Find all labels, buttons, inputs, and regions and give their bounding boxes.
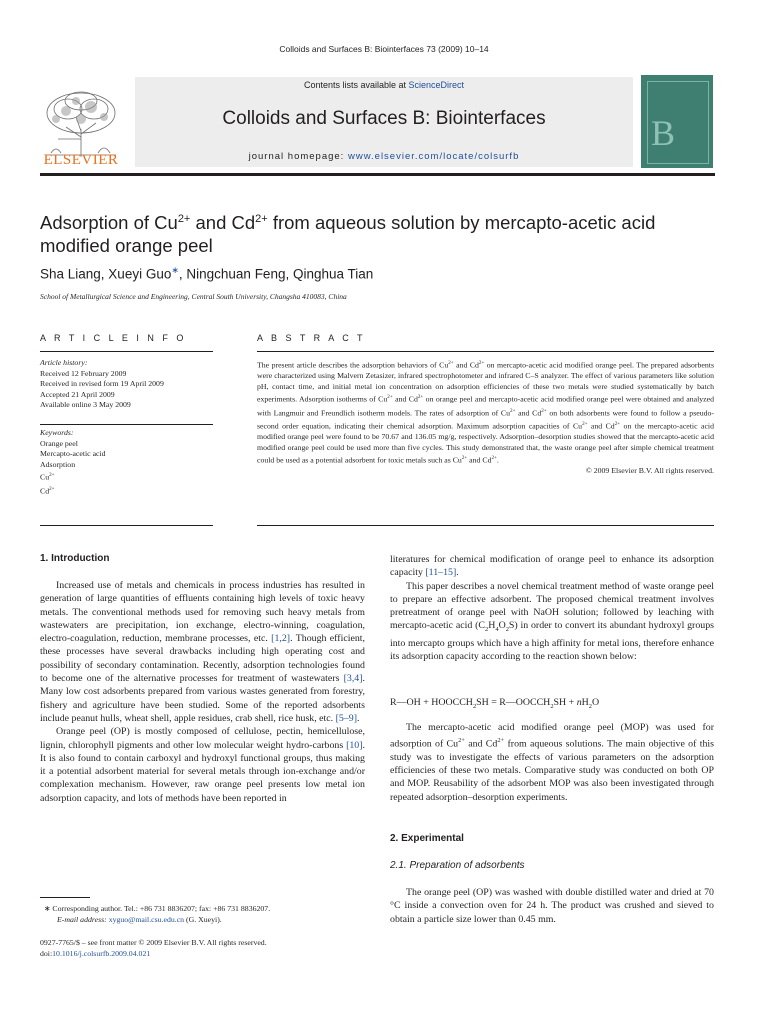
mop-paragraph-block [390,721,714,804]
reaction-equation: R—OH + $HOOCCH_2SH$ = $R—OOCCH_2SH + nH_2O$ [390,697,600,710]
history-item: Accepted 21 April 2009 [40,389,115,399]
paragraph: This paper describes a novel chemical treatment method of waste orange peel to prepare an effective adsorbent. The proposed chemical treatment involves pretreatment of orange peel with NaOH solution; followed by leaching with mercapto-acetic acid $(C_2H_4O_2S)$ in order to convert its abundant hydroxyl groups into mercapto groups which have a high affinity for metal ions, therefore enhance its adsorption capacity according to the reaction shown below: [390,580,715,663]
running-head: Colloids and Surfaces B: Biointerfaces 73 (2009) 10–14 [279,44,489,54]
article-history [40,358,210,411]
contents-prefix: Contents lists available at [303,80,409,90]
keyword: $Cu^{2+}$ [40,472,55,482]
history-label: Article history: [40,358,88,367]
keyword: $Cd^{2+}$ [40,485,55,496]
keywords-label: Keywords: [40,428,74,437]
left-column [40,579,365,805]
citation-link[interactable]: [11–15] [425,567,457,579]
issn-block [40,938,267,959]
doi-line: doi:10.1016/j.colsurfb.2009.04.021 [40,948,151,958]
sciencedirect-link[interactable]: ScienceDirect [408,80,465,90]
paragraph: literatures for chemical modification of orange peel to enhance its adsorption capacity [11–15]. [390,554,714,579]
copyright: © 2009 Elsevier B.V. All rights reserved. [585,466,714,476]
history-divider [40,424,213,425]
right-column [390,553,714,663]
keyword: Mercapto-acetic acid [40,449,106,459]
journal-title: Colloids and Surfaces B: Biointerfaces [222,108,546,129]
article-info-heading: A R T I C L E I N F O [40,333,187,343]
homepage-line [135,151,633,162]
author-list: Sha Liang, Xueyi Guo∗, Ningchuan Feng, Qinghua Tian [40,265,374,282]
keyword: Adsorption [40,459,76,469]
citation-link[interactable]: [3,4] [343,673,363,685]
article-title: Adsorption of $Cu^{2+}$ and $Cd^{2+}$ from aqueous solution by mercapto-acetic acid modified orange peel [40,212,656,257]
citation-link[interactable]: [10] [346,739,363,751]
abstract-text: The present article describes the adsorption behaviors of $Cu^{2+}$ and $Cd^{2+}$ on mercapto-acetic acid modified orange peel. The prepared adsorbents were characterized using Malvern Zetasizer, infrared spectrophotometer and infrared C–S analyzer. The effect of various parameters like solution pH, contact time, and initial metal ion concentration on adsorption efficiencies of these two metals were studied systematically by batch experiments. Adsorption isotherms of $Cu^{2+}$ and $Cd^{2+}$ on orange peel and mercapto-acetic acid modified orange peel were obtained and analyzed with Langmuir and Freundlich isotherm models. The rates of adsorption of $Cu^{2+}$ and $Cd^{2+}$ on both adsorbents were found to follow a pseudo-second order equation, indicating their chemical adsorption. Maximum adsorption capacities of $Cu^{2+}$ and $Cd^{2+}$ on the mercapto-acetic acid modified orange peel were found to be 70.67 and 136.05 mg/g, respectively. Adsorption–desorption studies showed that the mercapto-acetic acid modified orange peel could be used more than five cycles. This study demonstrated that, the waste orange peel after simple chemical treatment could be used as a potential adsorbent for toxic metals such as $Cu^{2+}$ and $Cd^{2+}$. © 2009 Elsevier B.V. All rights reserved. [257,360,714,476]
abstract-bottom-rule [257,525,714,526]
abstract-rule [257,351,714,352]
keywords [40,428,210,497]
paragraph: The orange peel (OP) was washed with double distilled water and dried at 70 °C inside a convection oven for 24 h. The product was crushed and sieved to obtain a particle size lower than 0.45 mm. [390,887,714,925]
email-link[interactable]: xyguo@mail.csu.edu.cn [108,914,185,924]
info-bottom-rule [40,525,213,526]
history-item: Received 12 February 2009 [40,368,127,378]
affiliation: School of Metallurgical Science and Engineering, Central South University, Changsha 410083, China [40,292,347,301]
contents-line [135,80,633,90]
doi-link[interactable]: 10.1016/j.colsurfb.2009.04.021 [52,948,151,958]
citation-link[interactable]: [1,2] [271,633,291,645]
paragraph: The mercapto-acetic acid modified orange peel (MOP) was used for adsorption of $Cu^{2+}$ and $Cd^{2+}$ from aqueous solutions. The main objective of this study was to investigate the effects of various parameters on the adsorption efficiencies of these two metals. Comparative study was conducted on both OP and MOP. Reusability of the adsorbent MOP was also been investigated through repeated adsorption–desorption experiments. [390,722,714,803]
paragraph: Increased use of metals and chemicals in process industries has resulted in generation of large quantities of effluents containing high levels of toxic heavy metals. The conventional methods used for removing such heavy metals from wastewaters are precipitation, ion exchange, electro-winning, coagulation, electro-coagulation, reduction, membrane processes, etc. [1,2]. Though efficient, these processes have several drawbacks including high operating cost and possibility of secondary contamination. Recently, adsorption technologies found to become one of the alternative processes for treatment of wastewaters [3,4]. Many low cost adsorbents prepared from various wastes generated from forestry, fishery and agriculture have been studied. Some of the reported adsorbents include peanut hulls, wheat shell, apple residues, crab shell, rice husk, etc. [5–9]. [40,580,365,724]
footnote-rule [40,897,90,898]
corresponding-author-mark[interactable]: ∗ [171,265,179,275]
front-matter-line: 0927-7765/$ – see front matter © 2009 Elsevier B.V. All rights reserved. [40,938,267,947]
experimental-heading: 2. Experimental [390,833,464,844]
journal-cover-image: B [641,75,713,168]
paragraph: Orange peel (OP) is mostly composed of cellulose, pectin, hemicellulose, lignin, chlorophyll pigments and other low molecular weight hydro-carbons [10]. It is also found to contain carboxyl and hydroxyl functional groups, thus making it a potential adsorbent material for several metals through ion-exchange and/or complexation mechanism. However, raw orange peel presents low metal ion adsorption capacity, and lots of methods have been reported in [40,726,365,804]
article-info-rule [40,351,213,352]
keyword: Orange peel [40,438,78,448]
preparation-paragraph-block [390,886,714,926]
header-rule [40,173,715,176]
footnote: ∗ Corresponding author. Tel.: +86 731 8836207; fax: +86 731 8836207. E-mail address: xyguo@mail.csu.edu.cn (G. Xueyi). [43,904,271,924]
homepage-link[interactable]: www.elsevier.com/locate/colsurfb [347,151,520,162]
introduction-heading: 1. Introduction [40,553,110,564]
homepage-prefix: journal homepage: [248,151,348,162]
elsevier-wordmark: ELSEVIER [43,152,119,168]
abstract-heading: A B S T R A C T [257,333,366,343]
history-item: Available online 3 May 2009 [40,400,131,410]
history-item: Received in revised form 19 April 2009 [40,379,164,389]
preparation-subheading: 2.1. Preparation of adsorbents [390,860,525,871]
citation-link[interactable]: [5–9] [335,712,357,724]
